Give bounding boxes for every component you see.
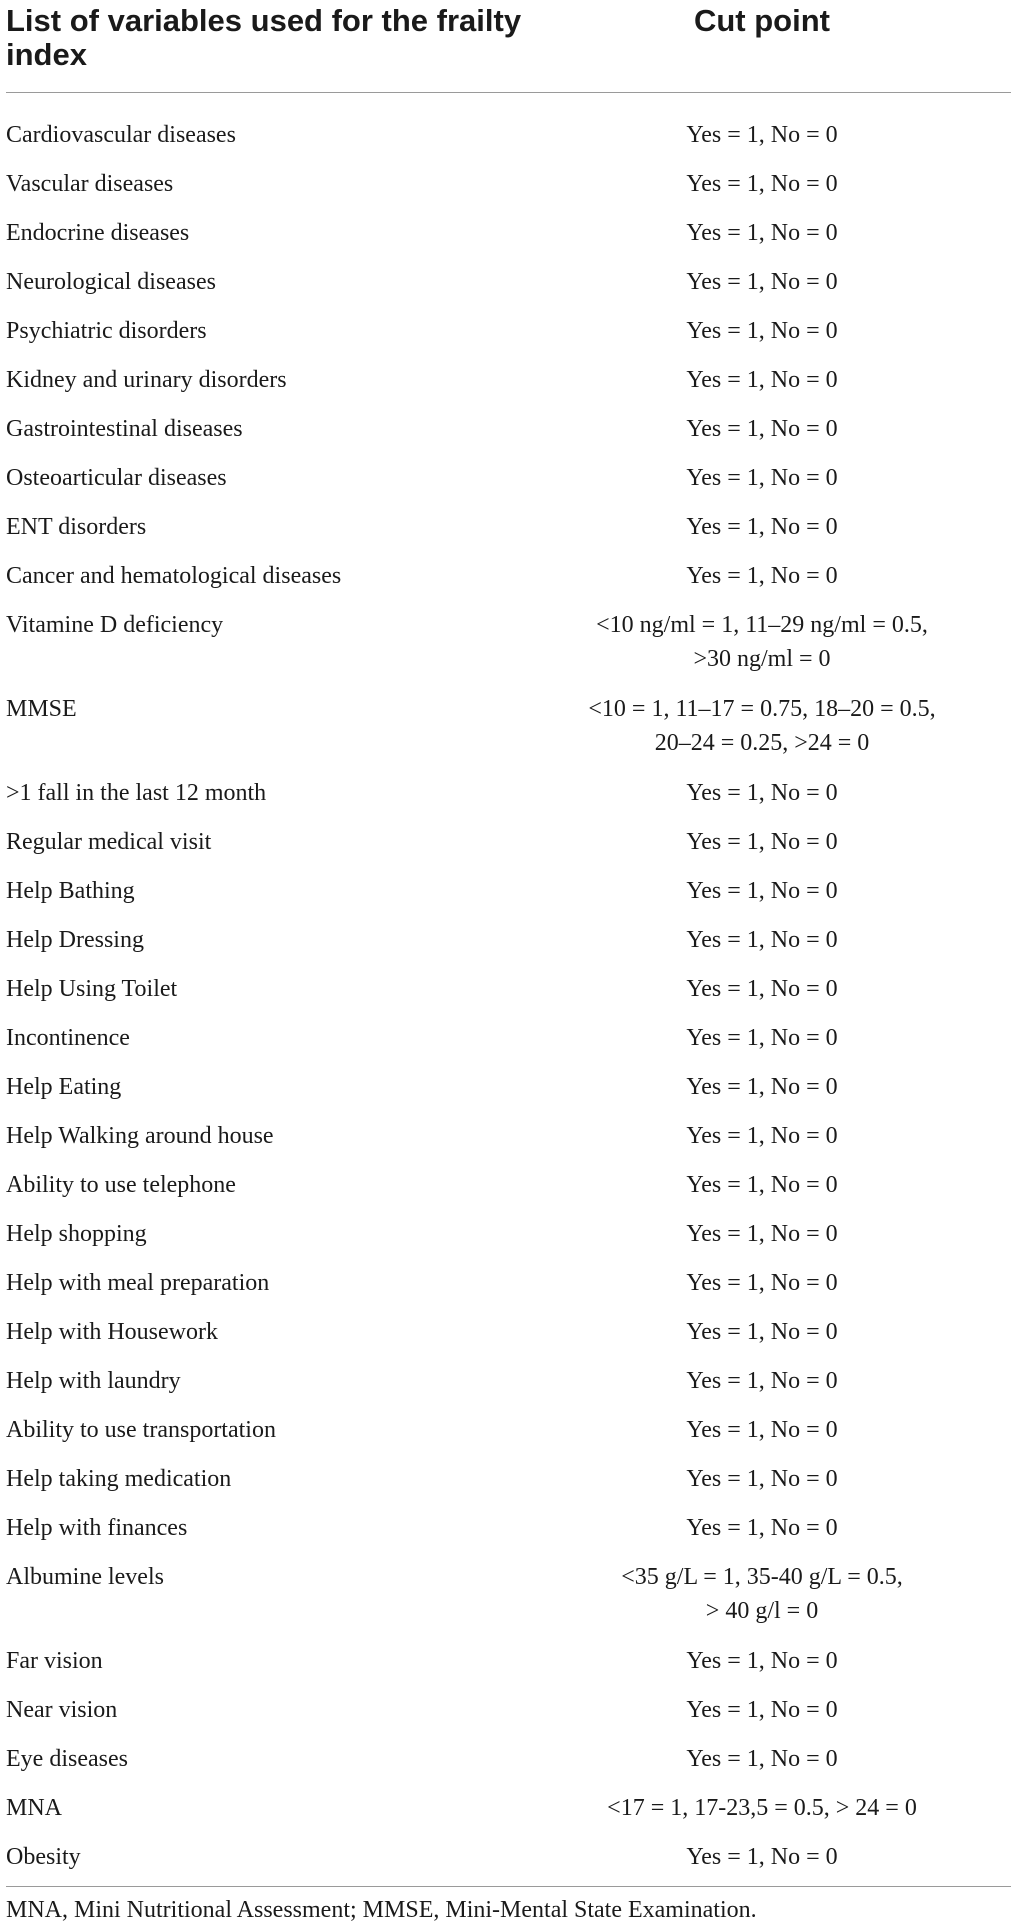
variable-cell: Help shopping [6,1221,147,1247]
cut-point-cell: Yes = 1, No = 0 [686,1417,838,1443]
variable-cell: Psychiatric disorders [6,318,207,344]
cut-point-cell: Yes = 1, No = 0 [686,1844,838,1870]
cut-point-cell: <17 = 1, 17-23,5 = 0.5, > 24 = 0 [607,1795,917,1821]
cut-point-cell: Yes = 1, No = 0 [686,1319,838,1345]
table-row [0,1688,1017,1737]
cut-point-cell: <10 ng/ml = 1, 11–29 ng/ml = 0.5, >30 ng/ml = 0 [596,612,928,672]
cut-point-cell: <35 g/L = 1, 35-40 g/L = 0.5, > 40 g/l = 0 [621,1564,903,1624]
table-row [0,1555,1017,1639]
variable-cell: Help with finances [6,1515,188,1541]
cut-point-cell: Yes = 1, No = 0 [686,1172,838,1198]
table-row [0,1835,1017,1884]
cut-point-cell: Yes = 1, No = 0 [686,1697,838,1723]
cut-point-cell: Yes = 1, No = 0 [686,563,838,589]
variable-cell: Near vision [6,1697,118,1723]
variable-cell: Help Using Toilet [6,976,178,1002]
table-row [0,1212,1017,1261]
table-row [0,820,1017,869]
table-row [0,603,1017,687]
variable-cell: Kidney and urinary disorders [6,367,287,393]
table-row [0,162,1017,211]
cut-point-cell: Yes = 1, No = 0 [686,318,838,344]
cut-point-cell: Yes = 1, No = 0 [686,514,838,540]
cut-point-cell: Yes = 1, No = 0 [686,1123,838,1149]
cut-point-cell: Yes = 1, No = 0 [686,1221,838,1247]
table-row [0,1457,1017,1506]
table-row [0,967,1017,1016]
variable-cell: MMSE [6,696,77,722]
cut-point-cell: Yes = 1, No = 0 [686,1515,838,1541]
variable-cell: Far vision [6,1648,103,1674]
table-row [0,211,1017,260]
table-row [0,407,1017,456]
variable-cell: Help Dressing [6,927,144,953]
table-row [0,358,1017,407]
cut-point-cell: Yes = 1, No = 0 [686,367,838,393]
variable-cell: Help with laundry [6,1368,181,1394]
cut-point-cell: Yes = 1, No = 0 [686,1074,838,1100]
cut-point-cell: Yes = 1, No = 0 [686,171,838,197]
cut-point-cell: Yes = 1, No = 0 [686,1746,838,1772]
variable-cell: Regular medical visit [6,829,212,855]
column-header-cut-point: Cut point [693,3,830,38]
table-row [0,1359,1017,1408]
variable-cell: Eye diseases [6,1746,128,1772]
table-row [0,1261,1017,1310]
table-row [0,1016,1017,1065]
header-divider [6,92,1011,93]
cut-point-cell: Yes = 1, No = 0 [686,976,838,1002]
variable-cell: Ability to use telephone [6,1172,236,1198]
variable-cell: Help with meal preparation [6,1270,270,1296]
table-row [0,918,1017,967]
table-row [0,869,1017,918]
cut-point-cell: Yes = 1, No = 0 [686,829,838,855]
cut-point-cell: Yes = 1, No = 0 [686,927,838,953]
table-row [0,1408,1017,1457]
variable-cell: MNA [6,1795,63,1821]
table-row [0,1737,1017,1786]
cut-point-cell: Yes = 1, No = 0 [686,1025,838,1051]
variable-cell: Gastrointestinal diseases [6,416,243,442]
variable-cell: Vascular diseases [6,171,174,197]
table-row [0,1786,1017,1835]
cut-point-cell: Yes = 1, No = 0 [686,465,838,491]
variable-cell: Help with Housework [6,1319,218,1345]
cut-point-cell: Yes = 1, No = 0 [686,122,838,148]
variable-cell: Albumine levels [6,1564,164,1590]
table-header [0,0,1017,92]
variable-cell: Osteoarticular diseases [6,465,227,491]
variable-cell: Cardiovascular diseases [6,122,236,148]
variable-cell: Help Bathing [6,878,135,904]
table-row [0,1163,1017,1212]
table-row [0,1506,1017,1555]
variable-cell: Neurological diseases [6,269,216,295]
variable-cell: Cancer and hematological diseases [6,563,342,589]
table-row [0,687,1017,771]
cut-point-cell: Yes = 1, No = 0 [686,220,838,246]
column-header-variables: List of variables used for the frailty index [6,3,522,72]
table-row [0,771,1017,820]
table-row [0,113,1017,162]
table-row [0,1639,1017,1688]
variable-cell: Incontinence [6,1025,130,1051]
variable-cell: Endocrine diseases [6,220,190,246]
variable-cell: Help Walking around house [6,1123,274,1149]
table-row [0,309,1017,358]
variable-cell: Obesity [6,1844,81,1870]
cut-point-cell: Yes = 1, No = 0 [686,269,838,295]
cut-point-cell: Yes = 1, No = 0 [686,878,838,904]
variable-cell: Help Eating [6,1074,122,1100]
variable-cell: >1 fall in the last 12 month [6,780,267,806]
table-footnote: MNA, Mini Nutritional Assessment; MMSE, Mini-Mental State Examination. [6,1897,757,1923]
table-row [0,1065,1017,1114]
variable-cell: Vitamine D deficiency [6,612,224,638]
table-row [0,505,1017,554]
table-row [0,1114,1017,1163]
cut-point-cell: Yes = 1, No = 0 [686,1270,838,1296]
table-body [0,113,1017,1884]
table-row [0,456,1017,505]
table-row [0,554,1017,603]
variable-cell: Ability to use transportation [6,1417,276,1443]
cut-point-cell: Yes = 1, No = 0 [686,780,838,806]
variable-cell: Help taking medication [6,1466,232,1492]
footer-divider [6,1886,1011,1887]
table-row [0,1310,1017,1359]
cut-point-cell: Yes = 1, No = 0 [686,416,838,442]
cut-point-cell: Yes = 1, No = 0 [686,1648,838,1674]
table-row [0,260,1017,309]
variable-cell: ENT disorders [6,514,147,540]
cut-point-cell: <10 = 1, 11–17 = 0.75, 18–20 = 0.5, 20–24 = 0.25, >24 = 0 [588,696,936,756]
cut-point-cell: Yes = 1, No = 0 [686,1368,838,1394]
cut-point-cell: Yes = 1, No = 0 [686,1466,838,1492]
